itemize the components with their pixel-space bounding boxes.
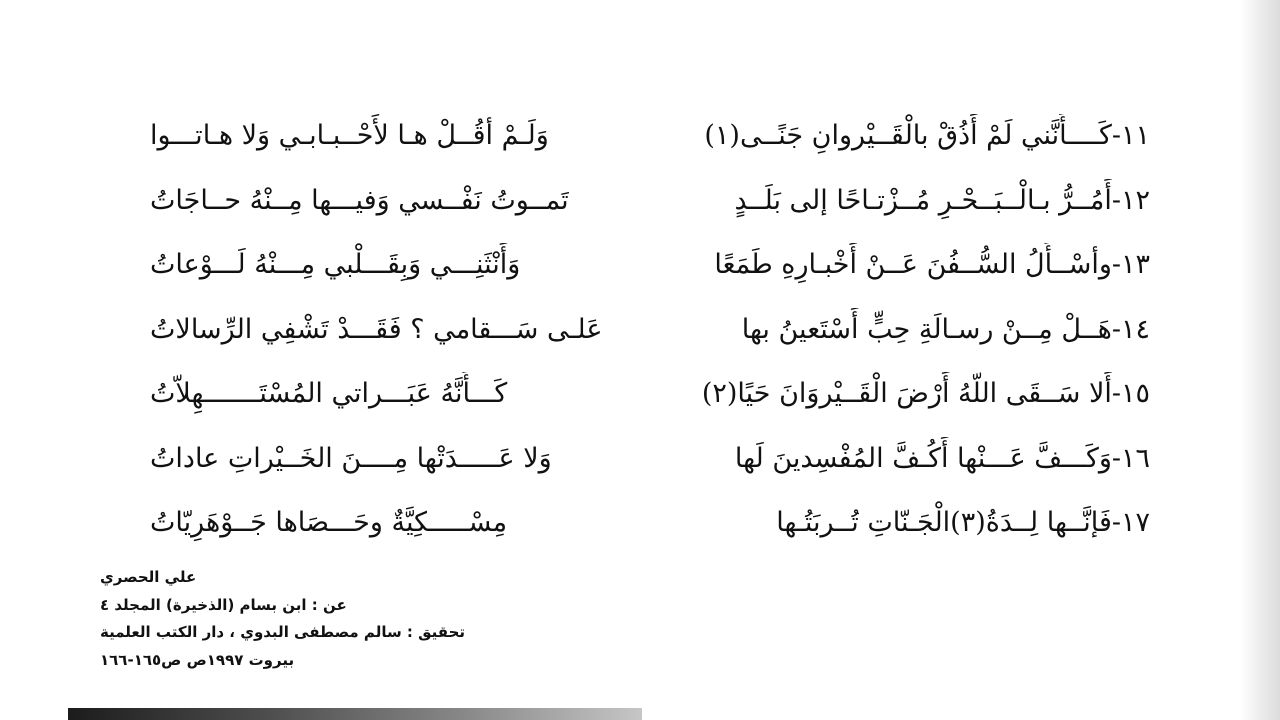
verse-second-hemistich: وَلا عَـــــدَتْها مِــــنَ الخَــيْراتِ عاداتُ [150, 442, 552, 474]
verse-first-hemistich: ١٤-هَــلْ مِــنْ رسـالَةِ حِبٍّ أَسْتَعينُ بها [741, 313, 1150, 345]
verse-line [150, 108, 1150, 173]
verse-second-hemistich: تَمــوتُ نَفْــسي وَفيـــها مِــنْهُ حــاجَاتُ [150, 184, 569, 216]
source-reference: عن : ابن بسام (الذخيرة) المجلد ٤ [100, 595, 347, 614]
author-name: علي الحصري [100, 568, 197, 586]
verse-first-hemistich: ١١-كَــــأَنَّني لَمْ أَذُقْ بالْقَــيْروانِ جَنًــى(١) [704, 120, 1150, 151]
verse-first-hemistich: ١٦-وَكَـــفَّ عَـــنْها أَكُـفَّ المُفْسِدينَ لَها [734, 442, 1150, 474]
photo-strip-edge [68, 708, 642, 720]
verse-second-hemistich: مِسْـــــكِيَّةٌ وحَـــصَاها جَــوْهَرِيّاتُ [150, 507, 508, 538]
page-edge-shadow [1240, 0, 1280, 720]
editor-publisher: تحقيق : سالم مصطفى البدوي ، دار الكتب العلمية [100, 623, 466, 641]
source-citation [100, 564, 540, 674]
verse-first-hemistich: ١٧-فَإنَّــها لِــدَةُ(٣)الْجَـنّاتِ تُــربَتُـها [776, 507, 1150, 538]
verse-first-hemistich: ١٥-أَلا سَــقَى اللَّهُ أَرْضَ الْقَــيْروَانَ حَيًا(٢) [701, 378, 1150, 409]
verse-second-hemistich: وَأَنْثَنِـــي وَبِقَـــلْبي مِـــنْهُ لَـــوْعاتُ [150, 249, 521, 280]
verse-first-hemistich: ١٣-وأسْــأَلُ السُّــفُنَ عَــنْ أَخْبـارِهِ طَمَعًا [714, 249, 1150, 280]
verse-line [150, 495, 1150, 560]
publication-details: بيروت ١٩٩٧ص ص١٦٥-١٦٦ [100, 650, 295, 669]
verse-second-hemistich: وَلَـمْ أقُــلْ هـا لأَحْــبـابـي وَلا هـاتـــوا [150, 120, 549, 151]
verse-second-hemistich: كَـــأَنَّهُ عَبَـــراتي المُسْتَـــــــهِلاّتُ [150, 378, 508, 409]
poem-verses [150, 108, 1150, 558]
verse-line [150, 237, 1150, 302]
verse-line [150, 173, 1150, 238]
verse-line [150, 366, 1150, 431]
verse-second-hemistich: عَلـى سَـــقامي ؟ فَقَـــدْ تَشْفِي الرِّسالاتُ [150, 313, 603, 345]
verse-first-hemistich: ١٢-أَمُــرُّ بـالْــبَــحْـرِ مُــزْتـاحًا إلى بَلَــدٍ [734, 184, 1150, 216]
verse-line [150, 302, 1150, 367]
verse-line [150, 431, 1150, 496]
